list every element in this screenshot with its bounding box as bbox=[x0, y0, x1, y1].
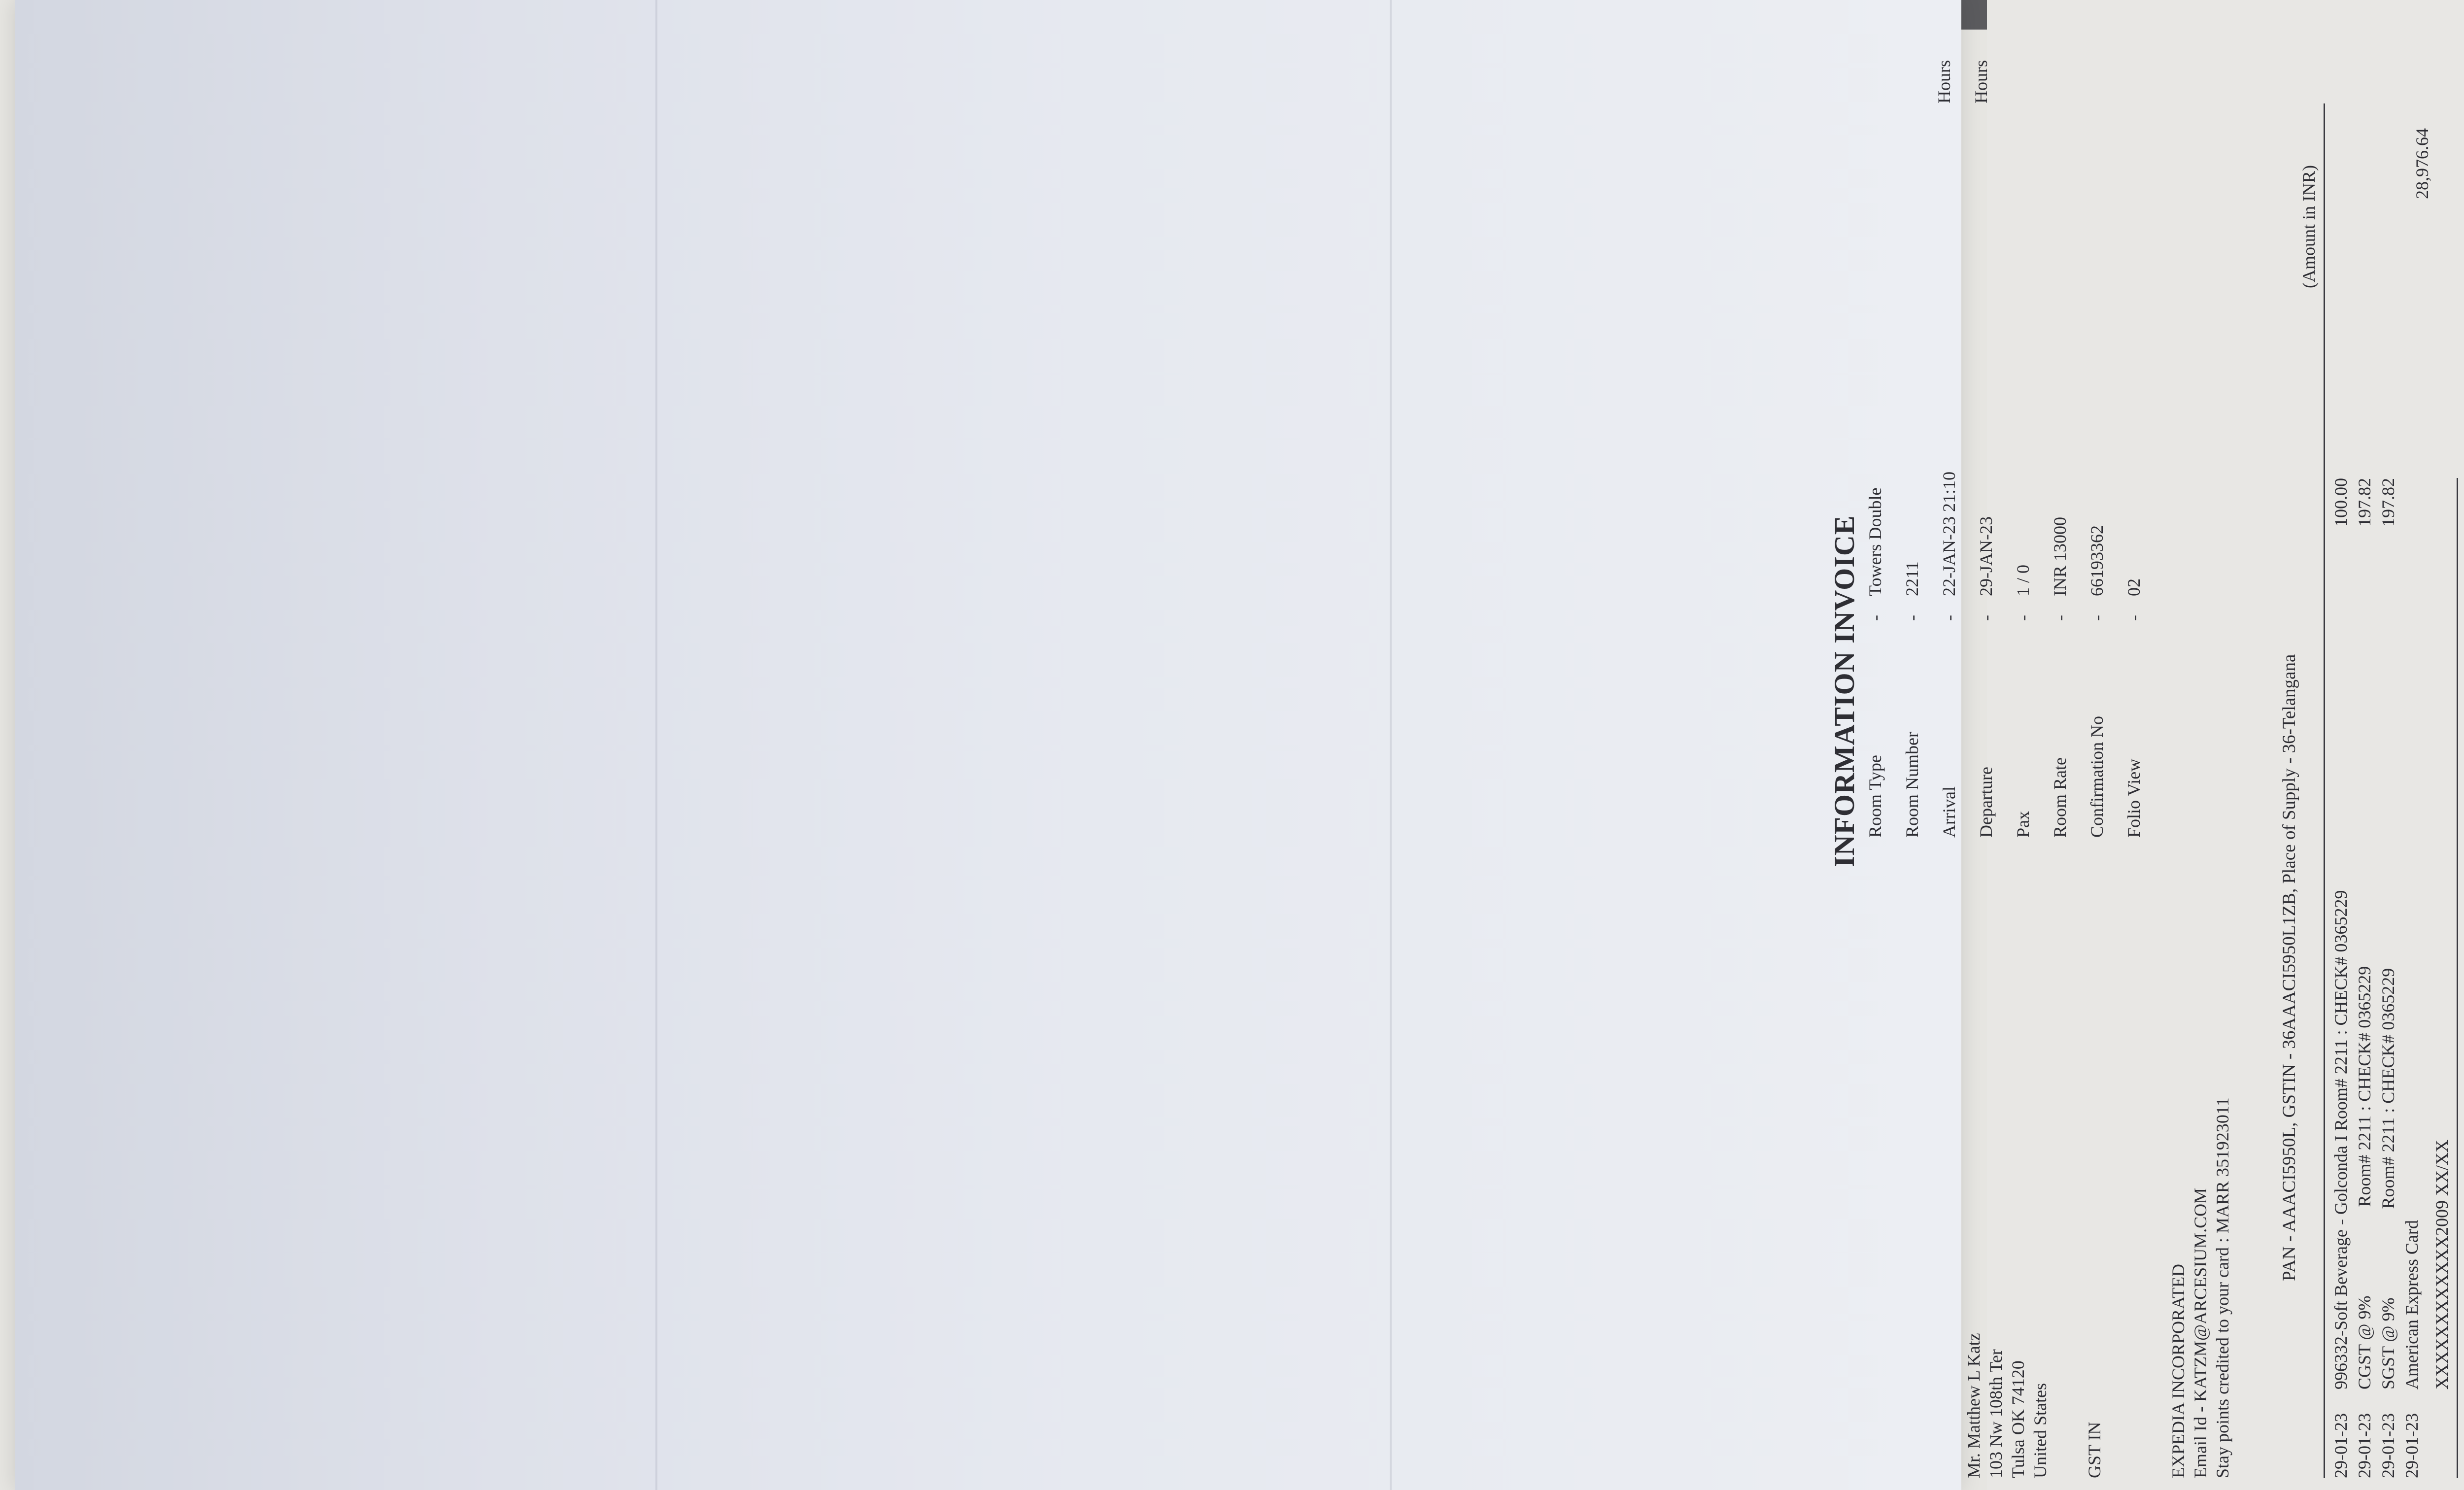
gst-in-label: GST IN bbox=[2085, 1422, 2104, 1478]
stay-detail-suffix: Hours bbox=[1971, 60, 1991, 103]
amount-currency-note: (Amount in INR) bbox=[2299, 165, 2319, 288]
stay-detail-dash: - bbox=[1939, 615, 1959, 621]
stay-detail-value: 29-JAN-23 bbox=[1976, 516, 1996, 596]
transaction-amount: 197.82 bbox=[2378, 478, 2398, 527]
stay-detail-label: Arrival bbox=[1939, 786, 1959, 838]
divider bbox=[2324, 103, 2325, 1478]
transaction-description: CGST @ 9% Room# 2211 : CHECK# 0365229 bbox=[2355, 966, 2374, 1389]
transaction-date: 29-01-23 bbox=[2402, 1413, 2422, 1478]
transaction-description: American Express Card bbox=[2402, 1220, 2422, 1389]
guest-address-line2: Tulsa OK 74120 bbox=[2008, 1360, 2028, 1478]
transaction-date: 29-01-23 bbox=[2331, 1413, 2351, 1478]
invoice-paper bbox=[15, 0, 1961, 1490]
stay-detail-dash: - bbox=[1865, 615, 1885, 621]
stay-points-line: Stay points credited to your card : MARR 351923011 bbox=[2213, 1097, 2232, 1478]
divider bbox=[2457, 478, 2458, 1478]
stay-detail-dash: - bbox=[2050, 615, 2070, 621]
invoice-page bbox=[1823, 25, 2464, 1478]
invoice-title: INFORMATION INVOICE bbox=[1828, 515, 1860, 867]
card-amount: 28,976.64 bbox=[2412, 128, 2432, 199]
stay-detail-label: Room Rate bbox=[2050, 757, 2070, 838]
stay-detail-value: 02 bbox=[2124, 578, 2144, 596]
stay-detail-label: Confirmation No bbox=[2087, 716, 2107, 838]
transaction-description: 996332-Soft Beverage - Golconda I Room# 2211 : CHECK# 0365229 bbox=[2331, 890, 2351, 1389]
stay-detail-value: 1 / 0 bbox=[2013, 564, 2033, 596]
guest-country: United States bbox=[2030, 1383, 2050, 1478]
stay-detail-dash: - bbox=[1976, 615, 1996, 621]
stay-detail-dash: - bbox=[1902, 615, 1922, 621]
stay-detail-value: 22-JAN-23 21:10 bbox=[1939, 472, 1959, 596]
stay-detail-dash: - bbox=[2124, 615, 2144, 621]
stay-detail-label: Folio View bbox=[2124, 758, 2144, 838]
stay-detail-dash: - bbox=[2087, 615, 2107, 621]
company-name: EXPEDIA INCORPORATED bbox=[2168, 1263, 2188, 1478]
stay-detail-value: Towers Double bbox=[1865, 487, 1885, 596]
stay-detail-label: Room Number bbox=[1902, 732, 1922, 838]
card-number: XXXXXXXXXXXX2009 XX/XX bbox=[2432, 1140, 2452, 1389]
stay-detail-value: INR 13000 bbox=[2050, 517, 2070, 596]
paper-fold bbox=[1390, 0, 1392, 1490]
stay-detail-value: 66193362 bbox=[2087, 525, 2107, 596]
paper-fold bbox=[655, 0, 657, 1490]
stay-detail-suffix: Hours bbox=[1934, 60, 1954, 103]
stay-detail-label: Room Type bbox=[1865, 755, 1885, 838]
stay-detail-label: Pax bbox=[2013, 811, 2033, 838]
transaction-date: 29-01-23 bbox=[2355, 1413, 2374, 1478]
stay-detail-dash: - bbox=[2013, 615, 2033, 621]
stay-detail-value: 2211 bbox=[1902, 561, 1922, 596]
email-line: Email Id - KATZM@ARCESIUM.COM bbox=[2190, 1187, 2210, 1478]
guest-address-line1: 103 Nw 108th Ter bbox=[1986, 1349, 2006, 1478]
pan-gstin-line: PAN - AAACI5950L, GSTIN - 36AAACI5950L1ZB, Place of Supply - 36-Telangana bbox=[2279, 654, 2299, 1281]
guest-name: Mr. Matthew L Katz bbox=[1964, 1333, 1984, 1478]
stay-detail-label: Departure bbox=[1976, 767, 1996, 838]
transaction-description: SGST @ 9% Room# 2211 : CHECK# 0365229 bbox=[2378, 968, 2398, 1389]
transaction-amount: 100.00 bbox=[2331, 478, 2351, 527]
transaction-amount: 197.82 bbox=[2355, 478, 2374, 527]
transaction-date: 29-01-23 bbox=[2378, 1413, 2398, 1478]
